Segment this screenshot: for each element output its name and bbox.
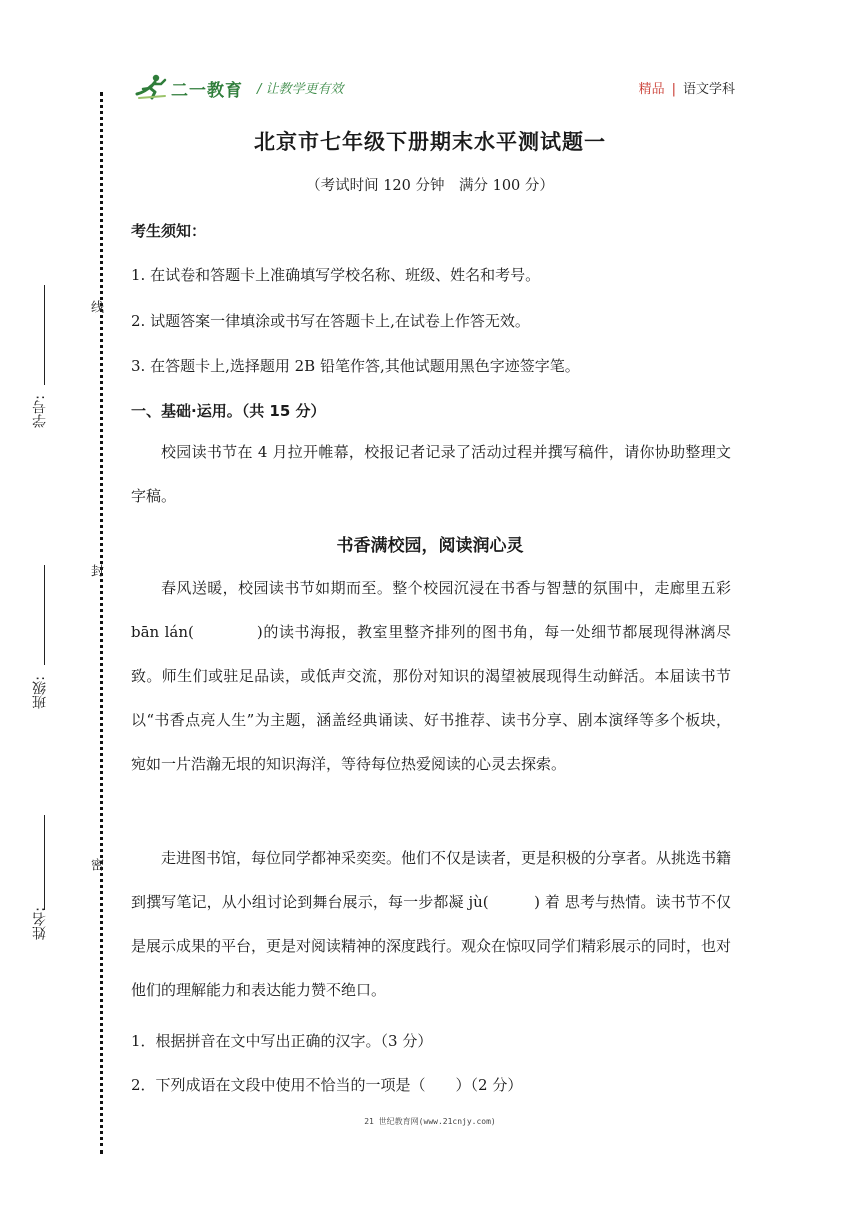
question-2: 2．下列成语在文段中使用不恰当的一项是（ ）（2 分）: [131, 1076, 523, 1094]
name-rule: [44, 815, 45, 910]
article-paragraph-2: 走进图书馆，每位同学都神采奕奕。他们不仅是读者，更是积极的分享者。从挑选书籍到撰写笔记，从小组讨论到舞台展示，每一步都凝 jù( ) 着 思考与热情。读书节不仅是展示成果的平台，更是对阅读精神的深度践行。观众在惊叹同学们精彩展示的同时，也对他们的理解能力和表达能力赞不绝口。: [131, 849, 732, 999]
binding-char-line: 线: [88, 300, 103, 313]
notice-item-3: 3. 在答题卡上,选择题用 2B 铅笔作答,其他试题用黑色字迹签字笔。: [131, 357, 580, 375]
intro-paragraph: 校园读书节在 4 月拉开帷幕，校报记者记录了活动过程并撰写稿件，请你协助整理文字稿。: [131, 443, 731, 505]
premium-tag: 精品: [638, 82, 665, 97]
class-rule: [44, 565, 45, 665]
tag-separator: |: [671, 82, 676, 97]
student-id-rule: [44, 285, 45, 385]
binding-dotted-line: [100, 92, 103, 1154]
article-paragraph-1: 春风送暖，校园读书节如期而至。整个校园沉浸在书香与智慧的氛围中，走廊里五彩 bān lán( )的读书海报，教室里整齐排列的图书角，每一处细节都展现得淋漓尽致。师生们或驻足品读，或低声交流，那份对知识的渴望被展现得生动鲜活。本届读书节以“书香点亮人生”为主题，涵盖经典诵读、好书推荐、读书分享、剧本演绎等多个板块，宛如一片浩瀚无垠的知识海洋，等待每位热爱阅读的心灵去探索。: [131, 579, 731, 773]
notice-heading: 考生须知：: [131, 222, 207, 240]
page-header: [135, 70, 735, 110]
binding-char-secret: 密: [88, 858, 103, 871]
subject-tag: 语文学科: [682, 82, 735, 97]
binding-char-seal: 封: [88, 564, 103, 577]
class-label: 班级:: [32, 676, 48, 709]
notice-item-2: 2. 试题答案一律填涂或书写在答题卡上,在试卷上作答无效。: [131, 312, 530, 330]
footer-source: 21 世纪教育网(www.21cnjy.com): [364, 1117, 496, 1126]
brand-logo: [135, 72, 243, 104]
runner-logo-icon: [135, 72, 169, 104]
article-title: 书香满校园，阅读润心灵: [336, 536, 524, 556]
notice-item-1: 1. 在试卷和答题卡上准确填写学校名称、班级、姓名和考号。: [131, 266, 541, 284]
exam-title: 北京市七年级下册期末水平测试题一: [254, 130, 606, 154]
section-heading: 一、基础·运用。（共 15 分）: [131, 402, 326, 420]
exam-subtitle: （考试时间 120 分钟 满分 100 分）: [306, 178, 554, 194]
student-id-label: 学号:: [32, 395, 48, 428]
logo-text: 二一教育: [171, 80, 243, 101]
header-tags: [639, 78, 735, 97]
name-label: 姓名:: [32, 907, 48, 940]
slogan: / 让教学更有效: [257, 82, 344, 97]
question-1: 1．根据拼音在文中写出正确的汉字。（3 分）: [131, 1032, 433, 1050]
